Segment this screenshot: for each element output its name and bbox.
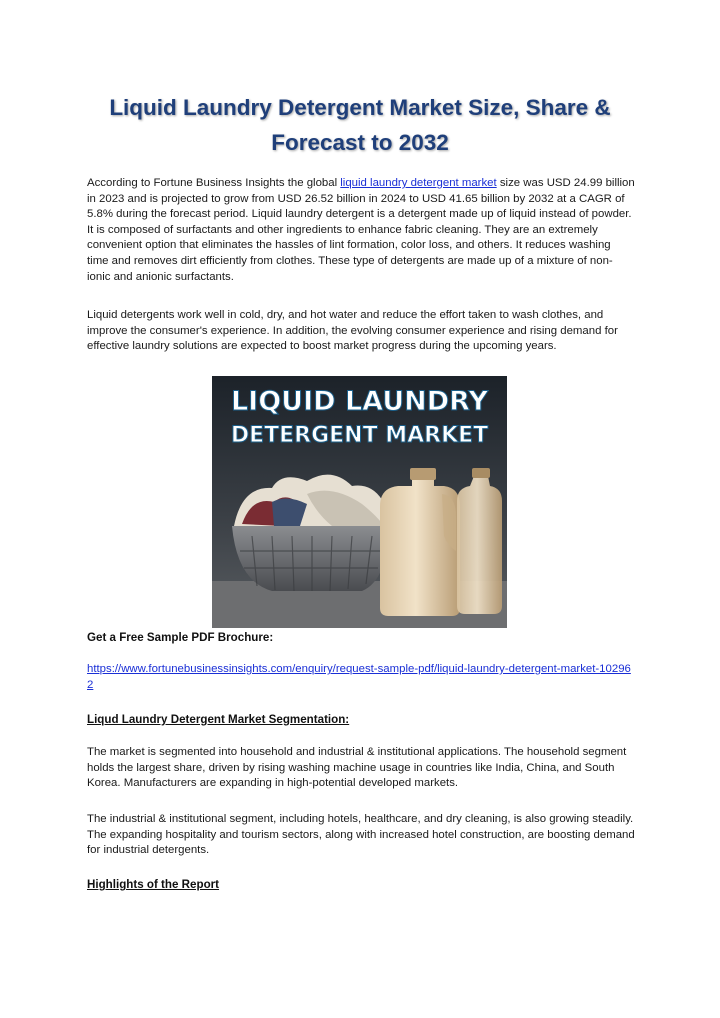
intro-text-end: size was USD 24.99 billion in 2023 and is projected to grow from USD 26.52 billion in 2024 to USD 41.65 billion by 2032 at a CAGR of 5.8% during the forecast period. Liquid laundry detergent is a detergent made up of liquid instead of powder. It is composed of surfactants and other ingredients to enhance fabric cleaning. They are an extremely convenient option that eliminates the hassles of lint formation, color loss, and others. It reduces washing time and removes dirt efficiently from clothes. These type of detergents are made up of a mixture of non-ionic and anionic surfactants. xyxy=(87,177,635,283)
sample-brochure-heading: Get a Free Sample PDF Brochure: xyxy=(87,631,274,644)
image-title-line-2: DETERGENT MARKET xyxy=(230,423,489,448)
intro-paragraph xyxy=(87,176,635,285)
segmentation-paragraph-2: The industrial & institutional segment, including hotels, healthcare, and dry cleaning, is also growing steadily. The expanding hospitality and tourism sectors, along with increased hotel construction, are boosting demand for industrial detergents. xyxy=(87,813,635,857)
title-line-1: Liquid Laundry Detergent Market Size, Share & xyxy=(109,95,611,120)
segmentation-paragraph-1: The market is segmented into household and industrial & institutional applications. The household segment holds the largest share, driven by rising washing machine usage in countries like India, China, and South Korea. Manufacturers are expanding in high-potential developed markets. xyxy=(87,746,627,790)
intro-text-start: According to Fortune Business Insights the global xyxy=(87,177,341,189)
title-line-2: Forecast to 2032 xyxy=(271,130,449,155)
liquid-laundry-detergent-image xyxy=(212,376,507,628)
segmentation-heading: Liqud Laundry Detergent Market Segmentation: xyxy=(87,713,350,726)
market-report-link[interactable]: liquid laundry detergent market xyxy=(340,177,497,189)
page-title xyxy=(60,90,660,160)
highlights-heading: Highlights of the Report xyxy=(87,878,220,891)
benefits-paragraph: Liquid detergents work well in cold, dry, and hot water and reduce the effort taken to wash clothes, and improve the consumer's experience. In addition, the evolving consumer experience and rising demand for effective laundry solutions are expected to boost market progress during the upcoming years. xyxy=(87,309,618,353)
sample-brochure-link[interactable]: https://www.fortunebusinessinsights.com/enquiry/request-sample-pdf/liquid-laundry-detergent-market-102962 xyxy=(87,663,631,691)
image-title-line-1: LIQUID LAUNDRY xyxy=(230,386,489,417)
